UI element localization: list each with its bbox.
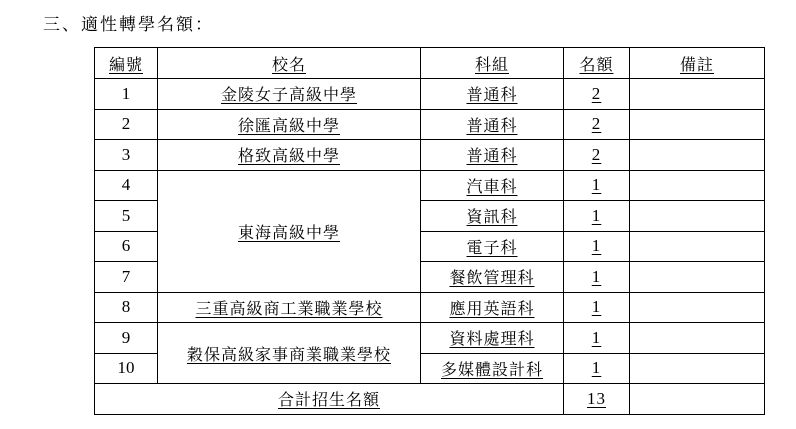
quota-value: 2	[564, 109, 630, 140]
header-number: 編號	[95, 48, 158, 79]
table-header-row	[95, 48, 765, 79]
remarks-cell	[630, 262, 765, 293]
quota-value: 2	[564, 140, 630, 171]
department: 餐飲管理科	[421, 262, 564, 293]
table-row	[95, 292, 765, 323]
table-row	[95, 79, 765, 110]
total-row	[95, 384, 765, 415]
table-row	[95, 323, 765, 354]
row-number: 2	[95, 109, 158, 140]
remarks-cell	[630, 231, 765, 262]
row-number: 7	[95, 262, 158, 293]
header-remarks: 備註	[630, 48, 765, 79]
school-name: 穀保高級家事商業職業學校	[158, 323, 421, 384]
quota-value: 1	[564, 170, 630, 201]
row-number: 3	[95, 140, 158, 171]
quota-value: 1	[564, 201, 630, 232]
quota-value: 1	[564, 262, 630, 293]
school-name: 格致高級中學	[158, 140, 421, 171]
remarks-cell	[630, 109, 765, 140]
header-quota: 名額	[564, 48, 630, 79]
school-name: 金陵女子高級中學	[158, 79, 421, 110]
header-department: 科組	[421, 48, 564, 79]
row-number: 10	[95, 353, 158, 384]
remarks-cell	[630, 384, 765, 415]
department: 普通科	[421, 140, 564, 171]
table-row	[95, 140, 765, 171]
quota-value: 1	[564, 231, 630, 262]
school-name: 徐匯高級中學	[158, 109, 421, 140]
quota-value: 1	[564, 323, 630, 354]
quota-value: 1	[564, 292, 630, 323]
department: 汽車科	[421, 170, 564, 201]
transfer-quota-table	[94, 47, 765, 415]
row-number: 6	[95, 231, 158, 262]
department: 電子科	[421, 231, 564, 262]
department: 資訊科	[421, 201, 564, 232]
quota-value: 2	[564, 79, 630, 110]
row-number: 9	[95, 323, 158, 354]
remarks-cell	[630, 79, 765, 110]
remarks-cell	[630, 353, 765, 384]
row-number: 4	[95, 170, 158, 201]
remarks-cell	[630, 201, 765, 232]
remarks-cell	[630, 292, 765, 323]
table-row	[95, 109, 765, 140]
total-label: 合計招生名額	[95, 384, 564, 415]
remarks-cell	[630, 140, 765, 171]
department: 普通科	[421, 79, 564, 110]
row-number: 8	[95, 292, 158, 323]
department: 應用英語科	[421, 292, 564, 323]
section-heading: 三、適性轉學名額：	[43, 15, 214, 35]
department: 多媒體設計科	[421, 353, 564, 384]
total-value: 13	[564, 384, 630, 415]
row-number: 1	[95, 79, 158, 110]
quota-value: 1	[564, 353, 630, 384]
remarks-cell	[630, 323, 765, 354]
department: 資料處理科	[421, 323, 564, 354]
remarks-cell	[630, 170, 765, 201]
header-school: 校名	[158, 48, 421, 79]
school-name: 三重高級商工業職業學校	[158, 292, 421, 323]
table-row	[95, 170, 765, 201]
row-number: 5	[95, 201, 158, 232]
department: 普通科	[421, 109, 564, 140]
school-name: 東海高級中學	[158, 170, 421, 292]
